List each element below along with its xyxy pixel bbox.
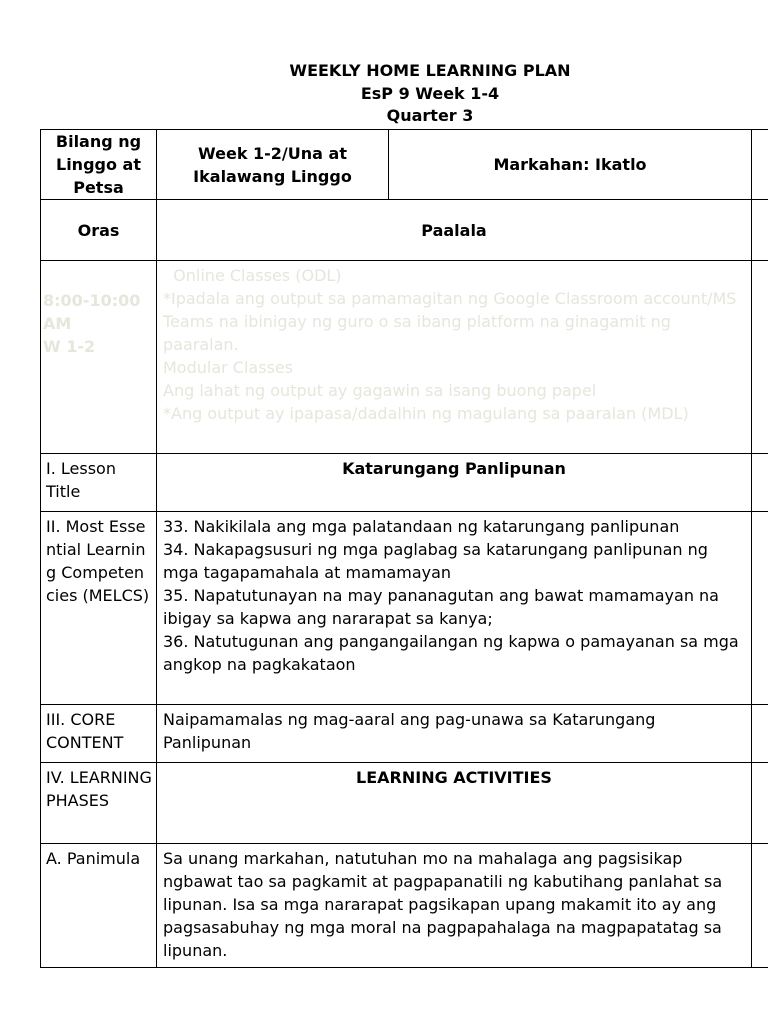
table-row-melcs [41,512,768,705]
melc-item: 36. Natutugunan ang pangangailangan ng kapwa o pamayanan sa mga angkop na pagkakataon [163,632,739,674]
empty-cell [752,844,768,968]
core-content-label: III. CORE CONTENT [41,705,157,763]
note-line: Modular Classes [163,358,294,377]
title-line-2: EsP 9 Week 1-4 [360,83,500,103]
panimula-text: Sa unang markahan, natutuhan mo na mahalaga ang pagsisikap ngbawat tao sa pagkamit at pagpapanatili ng kabutihang panlahat sa lipunan. Isa sa mga nararapat pagsikapan upang makamit ito ay ang pagsasabuhay ng mga moral na pagpapahalaga na magpapatatag sa lipunan. [157,844,752,968]
week-value: Week 1-2/Una at Ikalawang Linggo [157,130,389,200]
time-line: W 1-2 [43,337,96,356]
title-line-3: Quarter 3 [386,106,474,125]
schedule-notes [157,261,752,454]
empty-cell [752,763,768,844]
melcs-label: II. Most Essential Learning Competencies (MELCS) [41,512,157,705]
table-row-week [41,130,768,200]
note-line: *Ang output ay ipapasa/dadalhin ng magulang sa paaralan (MDL) [163,404,689,423]
empty-cell [752,200,768,261]
empty-cell [752,130,768,200]
empty-cell [752,705,768,763]
table-row-phases [41,763,768,844]
oras-header: Oras [41,200,157,261]
schedule-time [41,261,157,454]
learning-activities-header: LEARNING ACTIVITIES [157,763,752,844]
learning-phases-label: IV. LEARNING PHASES [41,763,157,844]
lesson-title-value: Katarungang Panlipunan [157,454,752,512]
table-row-schedule [41,261,768,454]
paalala-header: Paalala [157,200,752,261]
empty-cell [752,454,768,512]
melc-item: 33. Nakikilala ang mga palatandaan ng katarungang panlipunan [163,517,680,536]
table-row-core [41,705,768,763]
note-line: *Ipadala ang output sa pamamagitan ng Google Classroom account/MS Teams na ibinigay ng guro o sa ibang platform na ginagamit ng paaralan. [163,289,737,354]
quarter-value: Markahan: Ikatlo [389,130,752,200]
table-row-panimula [41,844,768,968]
table-row-lesson [41,454,768,512]
melc-item: 34. Nakapagsusuri ng mga paglabag sa katarungang panlipunan ng mga tagapamahala at mamamayan [163,540,708,582]
document-title [40,60,768,128]
time-line: AM [43,314,72,333]
melcs-list [157,512,752,705]
time-line: 8:00-10:00 [43,291,141,310]
empty-cell [752,261,768,454]
week-date-header: Bilang ng Linggo at Petsa [41,130,157,200]
note-line: Ang lahat ng output ay gagawin sa isang buong papel [163,381,597,400]
note-line: Online Classes (ODL) [163,266,342,285]
lesson-title-label: I. Lesson Title [41,454,157,512]
melc-item: 35. Napatutunayan na may pananagutan ang bawat mamamayan na ibigay sa kapwa ang nararapat sa kanya; [163,586,719,628]
table-row-oras [41,200,768,261]
core-content-value: Naipamamalas ng mag-aaral ang pag-unawa sa Katarungang Panlipunan [157,705,752,763]
learning-plan-table [40,129,768,968]
panimula-label: A. Panimula [41,844,157,968]
title-line-1: WEEKLY HOME LEARNING PLAN [289,61,571,80]
empty-cell [752,512,768,705]
